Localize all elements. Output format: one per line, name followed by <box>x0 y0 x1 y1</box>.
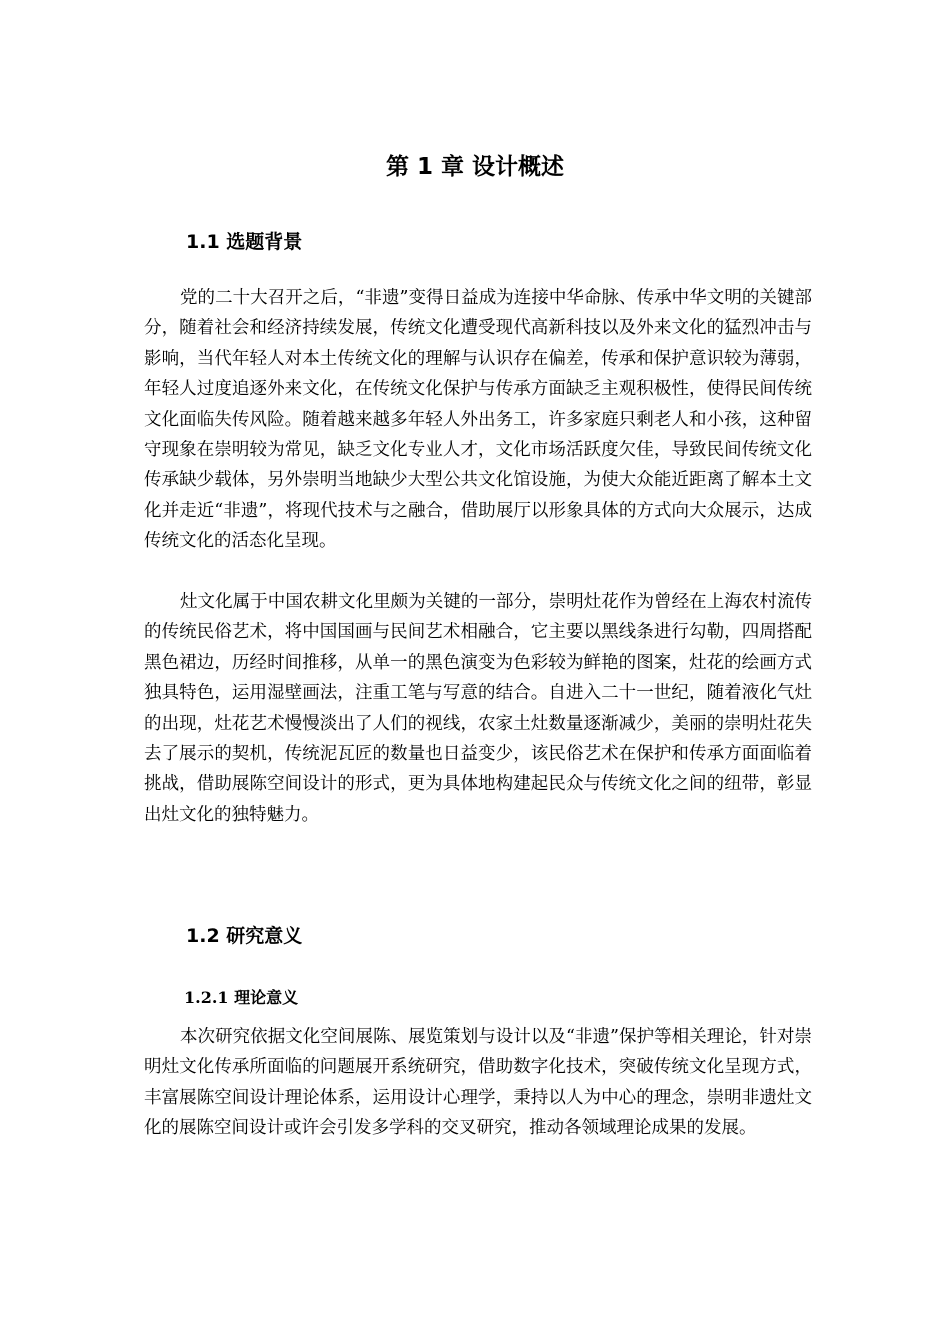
subsection-heading-1-2-1: 1.2.1 理论意义 <box>184 988 299 1007</box>
paragraph-1-1-a: 党的二十大召开之后，“非遗”变得日益成为连接中华命脉、传承中华文明的关键部分，随着社会和经济持续发展，传统文化遭受现代高新科技以及外来文化的猛烈冲击与影响，当代年轻人对本土传统文化的理解与认识存在偏差，传承和保护意识较为薄弱，年轻人过度追逐外来文化，在传统文化保护与传承方面缺乏主观积极性，使得民间传统文化面临失传风险。随着越来越多年轻人外出务工，许多家庭只剩老人和小孩，这种留守现象在崇明较为常见，缺乏文化专业人才，文化市场活跃度欠佳，导致民间传统文化传承缺少载体，另外崇明当地缺少大型公共文化馆设施，为使大众能近距离了解本土文化并走近“非遗”，将现代技术与之融合，借助展厅以形象具体的方式向大众展示，达成传统文化的活态化呈现。 <box>144 288 812 552</box>
chapter-title: 第 1 章 设计概述 <box>385 154 565 180</box>
paragraph-1-2-1: 本次研究依据文化空间展陈、展览策划与设计以及“非遗”保护等相关理论，针对崇明灶文化传承所面临的问题展开系统研究，借助数字化技术，突破传统文化呈现方式，丰富展陈空间设计理论体系，运用设计心理学，秉持以人为中心的理念，崇明非遗灶文化的展陈空间设计或许会引发多学科的交叉研究，推动各领域理论成果的发展。 <box>144 1027 812 1139</box>
paragraph-1-1-b: 灶文化属于中国农耕文化里颇为关键的一部分，崇明灶花作为曾经在上海农村流传的传统民俗艺术，将中国国画与民间艺术相融合，它主要以黑线条进行勾勒，四周搭配黑色裙边，历经时间推移，从单一的黑色演变为色彩较为鲜艳的图案，灶花的绘画方式独具特色，运用湿壁画法，注重工笔与写意的结合。自进入二十一世纪，随着液化气灶的出现，灶花艺术慢慢淡出了人们的视线，农家土灶数量逐渐减少，美丽的崇明灶花失去了展示的契机，传统泥瓦匠的数量也日益变少，该民俗艺术在保护和传承方面面临着挑战，借助展陈空间设计的形式，更为具体地构建起民众与传统文化之间的纽带，彰显出灶文化的独特魅力。 <box>144 592 812 825</box>
section-heading-1-2: 1.2 研究意义 <box>186 925 303 947</box>
section-heading-1-1: 1.1 选题背景 <box>186 231 303 253</box>
